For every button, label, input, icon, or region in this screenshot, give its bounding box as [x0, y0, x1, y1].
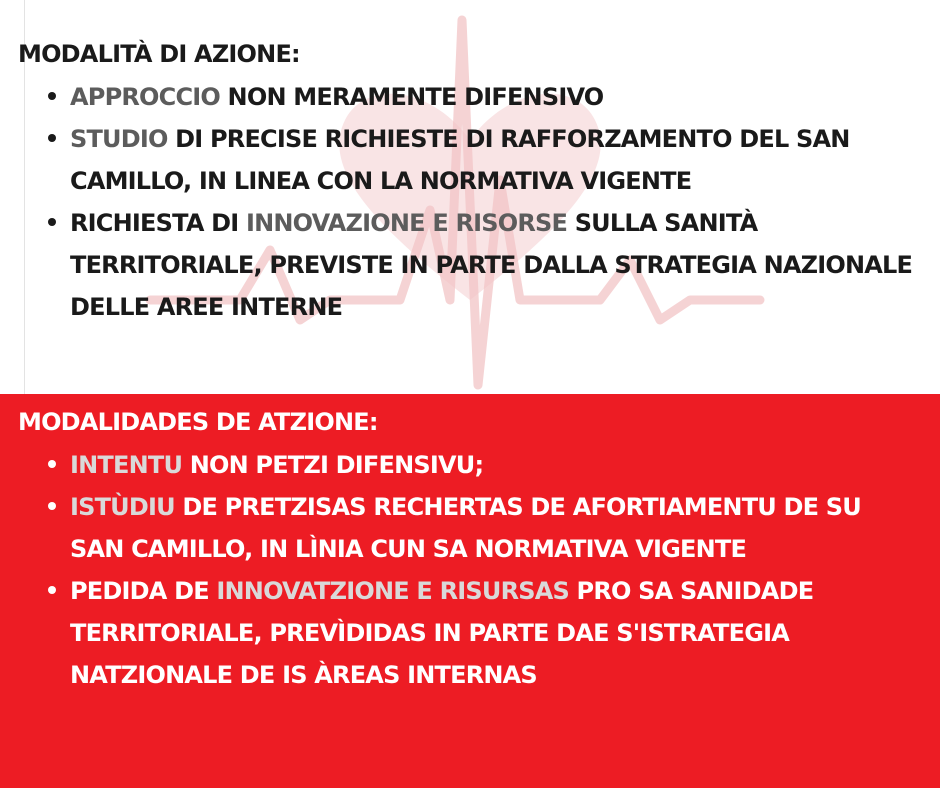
highlight-text: INTENTU — [70, 451, 183, 479]
sardinian-heading: MODALIDADES DE ATZIONE: — [18, 408, 378, 436]
highlight-text: INNOVAZIONE E RISORSE — [245, 209, 568, 237]
item-text: PRO SA SANIDADE TERRITORIALE, PREVÌDIDAS IN PARTE DAE S'ISTRATEGIA NATZIONALE DE IS ÀREAS INTERNAS — [70, 577, 814, 689]
bullet-dot-icon — [48, 460, 56, 468]
item-text: DE PRETZISAS RECHERTAS DE AFORTIAMENTU DE SU SAN CAMILLO, IN LÌNIA CUN SA NORMATIVA VIGENTE — [70, 493, 861, 563]
italian-heading: MODALITÀ DI AZIONE: — [18, 40, 300, 68]
sardinian-content — [18, 404, 918, 696]
item-text: SULLA SANITÀ TERRITORIALE, PREVISTE IN PARTE DALLA STRATEGIA NAZIONALE DELLE AREE INTERNE — [70, 209, 913, 321]
highlight-text: APPROCCIO — [70, 83, 220, 111]
item-text: NON PETZI DIFENSIVU; — [182, 451, 484, 479]
item-prefix: RICHIESTA DI — [70, 209, 246, 237]
italian-content — [18, 36, 918, 328]
list-item — [18, 202, 918, 328]
highlight-text: STUDIO — [70, 125, 168, 153]
item-text: DI PRECISE RICHIESTE DI RAFFORZAMENTO DEL SAN CAMILLO, IN LINEA CON LA NORMATIVA VIGENTE — [70, 125, 850, 195]
item-text: NON MERAMENTE DIFENSIVO — [220, 83, 604, 111]
list-item — [18, 570, 918, 696]
sardinian-list — [18, 444, 918, 696]
bullet-dot-icon — [48, 586, 56, 594]
italian-list — [18, 76, 918, 328]
highlight-text: ISTÙDIU — [70, 493, 175, 521]
highlight-text: INNOVATZIONE E RISURSAS — [216, 577, 569, 605]
list-item — [18, 118, 918, 202]
list-item — [18, 76, 918, 118]
list-item — [18, 444, 918, 486]
list-item — [18, 486, 918, 570]
bullet-dot-icon — [48, 502, 56, 510]
bullet-dot-icon — [48, 134, 56, 142]
sardinian-section — [0, 394, 940, 788]
item-prefix: PEDIDA DE — [70, 577, 217, 605]
bullet-dot-icon — [48, 92, 56, 100]
bullet-dot-icon — [48, 218, 56, 226]
